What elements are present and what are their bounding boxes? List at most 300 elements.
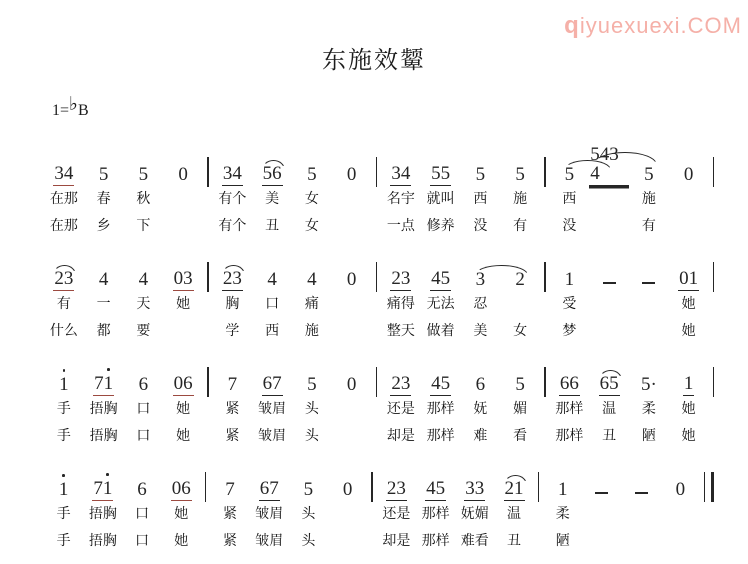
- lyric-cell-verse2: 却是: [382, 533, 411, 549]
- note-token: [589, 145, 629, 186]
- note-digit: 5: [440, 373, 451, 394]
- lyric-cell-verse1: 还是: [382, 506, 411, 522]
- note-cell: [629, 148, 669, 186]
- lyric-cell-verse1: 美: [265, 191, 280, 207]
- note-cell: [252, 358, 292, 396]
- note-digit: 5: [440, 163, 451, 184]
- note-digit: 0: [675, 479, 686, 500]
- note-digit: 5: [307, 164, 317, 185]
- note-token: [173, 269, 194, 291]
- lyric-cell-verse1: [589, 291, 629, 318]
- watermark: [564, 12, 742, 40]
- lyric-cell-verse1: 手: [56, 401, 71, 417]
- lyric-cell-verse1: 一: [96, 296, 111, 312]
- note-cell: [455, 463, 494, 501]
- lyric-cell-verse1: [332, 291, 372, 318]
- note-digit: 4: [431, 268, 441, 289]
- lyric-cell-verse2: [589, 318, 629, 345]
- lyric-cell-verse1: 那样: [426, 401, 455, 417]
- watermark-text: iyuexuexi.COM: [579, 13, 742, 38]
- note-cell: [332, 253, 372, 291]
- measure-2-4: [546, 253, 713, 345]
- measure-2-1: [40, 253, 207, 345]
- measure-1-1: [40, 148, 207, 240]
- lyric-cell-verse1: 捂胸: [89, 401, 118, 417]
- lyric-cell-verse2: 在那: [49, 218, 78, 234]
- note-cell: [163, 253, 203, 291]
- note-token: [266, 270, 278, 291]
- note-cell: [292, 253, 332, 291]
- lyric-cell-verse1: [163, 186, 203, 213]
- lyric-cell-verse1: [669, 186, 709, 213]
- note-digit: 5: [515, 374, 525, 395]
- note-cell: [252, 148, 292, 186]
- note-digit: 0: [173, 268, 184, 289]
- note-token: [514, 165, 526, 186]
- note-cell: [461, 253, 501, 291]
- note-token: [224, 480, 236, 501]
- note-token: [53, 269, 74, 291]
- note-digit: 5: [98, 164, 109, 185]
- key-note: B: [78, 102, 89, 119]
- note-digit: 1: [557, 479, 568, 500]
- note-token: [683, 165, 695, 186]
- lyric-cell-verse2: 捂胸: [89, 428, 118, 444]
- note-digit: 1: [683, 373, 694, 394]
- lyric-cell-verse2: 没: [562, 218, 577, 234]
- note-cell: [162, 463, 201, 501]
- lyric-cell-verse2: [669, 213, 709, 240]
- note-digit: 4: [232, 163, 242, 184]
- lyric-cell-verse1: 忍: [473, 296, 488, 312]
- lyric-cell-verse1: [332, 396, 372, 423]
- lyric-cell-verse1: 在那: [49, 191, 78, 207]
- lyric-cell-verse1: 温: [602, 401, 617, 417]
- lyric-cell-verse1: 有个: [218, 191, 247, 207]
- note-token: [594, 492, 609, 501]
- lyric-cell-verse2: 陋: [641, 428, 656, 444]
- lyric-cell-verse1: 皱眉: [255, 506, 284, 522]
- measure-3-3: [377, 358, 544, 450]
- note-token: [634, 492, 649, 501]
- lyric-cell-verse2: 要: [136, 323, 151, 339]
- note-digit: 1: [104, 374, 114, 393]
- lyric-cell-verse1: 胸: [225, 296, 240, 312]
- barline: [713, 262, 715, 292]
- note-digit: 4: [431, 373, 441, 394]
- note-digit: 4: [400, 163, 411, 184]
- note-cell: [84, 253, 124, 291]
- note-cell: [84, 148, 124, 186]
- note-cell: [494, 463, 533, 501]
- note-digit: 6: [262, 373, 273, 394]
- note-cell: [550, 358, 590, 396]
- measure-4-2: [206, 463, 371, 555]
- lyric-cell-verse2: [332, 423, 372, 450]
- note-token: [430, 374, 451, 396]
- note-digit: 5: [138, 164, 149, 185]
- note-digit: 5: [515, 164, 525, 185]
- lyric-cell-verse2: 陋: [555, 533, 570, 549]
- note-token: [683, 374, 695, 396]
- note-cell: [589, 358, 629, 396]
- note-cell: [377, 463, 416, 501]
- lyric-cell-verse2: 口: [136, 428, 151, 444]
- note-token: [177, 165, 189, 186]
- note-token: [514, 270, 526, 291]
- lyric-cell-verse2: 捂胸: [88, 533, 117, 549]
- lyric-cell-verse1: [328, 501, 367, 528]
- note-cell: [122, 463, 161, 501]
- note-digit: 4: [63, 163, 74, 184]
- lyric-cell-verse2: [589, 213, 629, 240]
- lyric-cell-verse1: 温: [507, 506, 522, 522]
- note-token: [171, 479, 192, 501]
- lyric-cell-verse2: 丑: [507, 533, 522, 549]
- lyric-cell-verse2: 都: [96, 323, 111, 339]
- note-cell: [461, 358, 501, 396]
- note-digit: 2: [504, 478, 515, 499]
- lyric-cell-verse2: [661, 528, 700, 555]
- note-token: [173, 374, 194, 396]
- note-token: [346, 165, 358, 186]
- song-title: 东施效颦: [322, 48, 426, 74]
- note-cell: [124, 253, 164, 291]
- measure-3-1: [40, 358, 207, 450]
- duration-dash: [595, 492, 608, 494]
- lyric-cell-verse2: [163, 213, 203, 240]
- note-token: [259, 479, 280, 501]
- note-token: [98, 270, 110, 291]
- note-cell: [589, 144, 629, 186]
- note-token: [222, 269, 243, 291]
- note-digit: 3: [465, 478, 475, 499]
- lyric-cell-verse2: 梦: [562, 323, 577, 339]
- lyric-cell-verse2: 头: [304, 428, 319, 444]
- note-cell: [550, 253, 590, 291]
- note-digit: 0: [171, 478, 182, 499]
- lyric-cell-verse2: 有个: [218, 218, 247, 234]
- note-token: [475, 270, 487, 291]
- note-digit: 4: [307, 269, 317, 290]
- lyric-cell-verse2: 整天: [386, 323, 415, 339]
- note-digit: 6: [569, 373, 579, 394]
- note-digit: 3: [400, 268, 411, 289]
- measure-2-3: [377, 253, 544, 345]
- note-digit: 6: [259, 478, 270, 499]
- note-token: [643, 165, 655, 186]
- lyric-cell-verse2: 女: [304, 218, 319, 234]
- note-token: [227, 375, 239, 396]
- note-cell: [669, 148, 709, 186]
- lyric-cell-verse2: 难: [473, 428, 488, 444]
- lyric-cell-verse1: [622, 501, 661, 528]
- note-cell: [629, 358, 669, 396]
- note-token: [430, 269, 451, 291]
- note-digit: 3: [63, 268, 74, 289]
- note-token: [58, 375, 70, 396]
- note-digit: 6: [181, 478, 191, 499]
- note-digit: 3: [183, 268, 193, 289]
- note-cell: [550, 148, 590, 186]
- lyric-cell-verse1: 受: [562, 296, 577, 312]
- lyric-cell-verse2: 修养: [426, 218, 455, 234]
- lyric-cell-verse1: 头: [301, 506, 316, 522]
- lyric-cell-verse1: 那样: [421, 506, 450, 522]
- note-digit: 5: [640, 374, 651, 395]
- score: [40, 144, 714, 555]
- note-cell: [289, 463, 328, 501]
- high-octave-dot: [63, 369, 66, 372]
- note-digit: 6: [137, 479, 147, 500]
- lyric-cell-verse2: 有: [641, 218, 656, 234]
- note-token: [599, 374, 620, 396]
- note-digit: 3: [222, 163, 233, 184]
- note-token: [138, 270, 150, 291]
- note-token: [346, 375, 358, 396]
- note-digit: 4: [590, 163, 600, 184]
- lyric-cell-verse1: 紧: [222, 506, 237, 522]
- lyric-cell-verse1: 秋: [136, 191, 151, 207]
- note-cell: [292, 148, 332, 186]
- lyric-cell-verse2: 施: [304, 323, 319, 339]
- note-digit: 5: [435, 478, 446, 499]
- lyric-cell-verse2: 手: [56, 533, 71, 549]
- lyric-cell-verse2: 却是: [386, 428, 415, 444]
- note-digit: 2: [54, 268, 64, 289]
- system-3: [40, 358, 714, 450]
- note-cell: [500, 253, 540, 291]
- note-digit: 7: [269, 478, 279, 499]
- note-digit: 6: [138, 374, 149, 395]
- lyric-cell-verse2: 皱眉: [255, 533, 284, 549]
- note-digit: 5: [644, 164, 654, 185]
- note-digit: 0: [178, 164, 188, 185]
- note-cell: [381, 148, 421, 186]
- lyric-cell-verse1: 名宇: [386, 191, 415, 207]
- note-cell: [416, 463, 455, 501]
- final-barline: [704, 472, 714, 502]
- note-token: [262, 164, 283, 186]
- note-cell: [669, 358, 709, 396]
- note-cell: [44, 358, 84, 396]
- note-digit: 5: [303, 479, 314, 500]
- note-token: [98, 165, 110, 186]
- system-4: [40, 463, 714, 555]
- flat-icon: ♭: [69, 94, 78, 115]
- measure-2-2: [209, 253, 376, 345]
- lyric-cell-verse1: 无法: [426, 296, 455, 312]
- note-cell: [292, 358, 332, 396]
- lyric-cell-verse1: 手: [56, 506, 71, 522]
- note-cell: [669, 253, 709, 291]
- lyric-cell-verse1: 柔: [555, 506, 570, 522]
- lyric-cell-verse1: [589, 186, 629, 213]
- key-signature: [52, 93, 748, 120]
- lyric-cell-verse1: 紧: [225, 401, 240, 417]
- lyric-cell-verse1: 口: [265, 296, 280, 312]
- lyric-cell-verse2: 口: [135, 533, 150, 549]
- note-cell: [381, 253, 421, 291]
- note-token: [386, 479, 407, 501]
- note-digit: 2: [391, 268, 401, 289]
- note-cell: [84, 358, 124, 396]
- lyric-cell-verse2: [328, 528, 367, 555]
- note-digit: ·: [650, 374, 657, 395]
- note-digit: 0: [683, 164, 694, 185]
- note-digit: 7: [227, 374, 238, 395]
- lyric-cell-verse1: 施: [641, 191, 656, 207]
- lyric-cell-verse2: 紧: [222, 533, 237, 549]
- note-token: [390, 374, 411, 396]
- lyric-cell-verse1: 她: [176, 296, 191, 312]
- note-digit: 1: [59, 375, 69, 394]
- note-digit: 4: [426, 478, 436, 499]
- lyric-cell-verse2: [622, 528, 661, 555]
- lyric-cell-verse2: [582, 528, 621, 555]
- lyric-cell-verse2: 紧: [225, 428, 240, 444]
- note-token: [678, 269, 699, 291]
- note-digit: 4: [98, 269, 109, 290]
- measure-4-3: [373, 463, 538, 555]
- lyric-cell-verse1: [582, 501, 621, 528]
- note-digit: 2: [515, 269, 525, 290]
- note-token: [93, 374, 114, 396]
- high-octave-dot: [62, 474, 65, 477]
- note-cell: [44, 148, 84, 186]
- note-token: [53, 164, 74, 186]
- measure-4-4: [539, 463, 704, 555]
- note-digit: 1: [564, 269, 575, 290]
- measure-4-1: [40, 463, 205, 555]
- note-token: [138, 375, 150, 396]
- lyric-cell-verse2: 学: [225, 323, 240, 339]
- lyric-cell-verse1: 西: [473, 191, 488, 207]
- note-cell: [124, 358, 164, 396]
- note-token: [475, 165, 487, 186]
- note-digit: 6: [599, 373, 610, 394]
- lyric-cell-verse1: 就叫: [426, 191, 455, 207]
- lyric-cell-verse1: 施: [513, 191, 528, 207]
- high-octave-dot: [107, 368, 110, 371]
- note-token: [559, 374, 580, 396]
- lyric-cell-verse2: 没: [473, 218, 488, 234]
- note-cell: [213, 148, 253, 186]
- note-digit: 4: [138, 269, 149, 290]
- system-1: [40, 144, 714, 240]
- lyric-cell-verse1: 有: [56, 296, 71, 312]
- note-token: [390, 269, 411, 291]
- lyric-cell-verse2: 她: [681, 428, 696, 444]
- note-digit: 3: [474, 478, 485, 499]
- note-cell: [44, 253, 84, 291]
- note-token: [504, 479, 525, 501]
- lyric-cell-verse2: 看: [513, 428, 528, 444]
- note-digit: 6: [559, 373, 570, 394]
- note-cell: [210, 463, 249, 501]
- note-digit: 0: [679, 268, 689, 289]
- note-cell: [44, 463, 83, 501]
- lyric-cell-verse2: 难看: [460, 533, 489, 549]
- lyric-cell-verse1: 捂胸: [88, 506, 117, 522]
- note-token: [514, 375, 526, 396]
- note-token: [138, 165, 150, 186]
- lyric-cell-verse2: 丑: [265, 218, 280, 234]
- lyric-cell-verse2: 乡: [96, 218, 111, 234]
- barline: [713, 157, 715, 187]
- lyric-cell-verse2: 下: [136, 218, 151, 234]
- note-cell: [332, 358, 372, 396]
- note-cell: [582, 463, 621, 501]
- note-cell: [252, 253, 292, 291]
- note-token: [306, 375, 318, 396]
- measure-1-2: [209, 148, 376, 240]
- note-token: [430, 164, 451, 186]
- high-octave-dot: [106, 473, 109, 476]
- lyric-cell-verse1: [500, 291, 540, 318]
- note-digit: 3: [609, 144, 619, 165]
- note-digit: 3: [400, 373, 411, 394]
- lyric-cell-verse1: 西: [562, 191, 577, 207]
- lyric-cell-verse1: [332, 186, 372, 213]
- lyric-cell-verse2: 她: [176, 428, 191, 444]
- lyric-cell-verse2: [163, 318, 203, 345]
- note-token: [346, 270, 358, 291]
- lyric-cell-verse1: 痛: [304, 296, 319, 312]
- note-cell: [381, 358, 421, 396]
- lyric-cell-verse1: 媚: [513, 401, 528, 417]
- note-digit: 2: [391, 373, 401, 394]
- note-cell: [622, 463, 661, 501]
- note-digit: 5: [564, 164, 575, 185]
- note-cell: [589, 253, 629, 291]
- note-digit: 5: [307, 374, 317, 395]
- note-token: [222, 164, 243, 186]
- note-digit: 7: [94, 373, 104, 394]
- note-token: [475, 375, 487, 396]
- lyric-cell-verse2: [629, 318, 669, 345]
- key-prefix: 1=: [52, 102, 70, 119]
- lyric-cell-verse1: [661, 501, 700, 528]
- lyric-cell-verse1: 头: [304, 401, 319, 417]
- lyric-cell-verse1: 口: [136, 401, 151, 417]
- lyric-cell-verse2: 那样: [421, 533, 450, 549]
- note-digit: 5: [609, 373, 619, 394]
- note-token: [390, 164, 411, 186]
- note-digit: 0: [346, 374, 357, 395]
- note-digit: 4: [599, 144, 610, 165]
- note-cell: [421, 358, 461, 396]
- note-token: [425, 479, 446, 501]
- note-token: [641, 282, 656, 291]
- lyric-cell-verse2: 那样: [555, 428, 584, 444]
- note-digit: 3: [475, 269, 486, 290]
- lyric-cell-verse1: 女: [304, 191, 319, 207]
- note-cell: [421, 148, 461, 186]
- note-token: [602, 282, 617, 291]
- note-cell: [332, 148, 372, 186]
- note-digit: 3: [54, 163, 64, 184]
- lyric-cell-verse2: [332, 213, 372, 240]
- lyric-cell-verse2: 美: [473, 323, 488, 339]
- note-digit: 2: [386, 478, 397, 499]
- duration-dash: [603, 282, 616, 284]
- note-digit: 5: [262, 163, 273, 184]
- note-digit: 6: [475, 374, 486, 395]
- lyric-cell-verse1: 她: [681, 296, 696, 312]
- lyric-cell-verse2: [332, 318, 372, 345]
- note-cell: [629, 253, 669, 291]
